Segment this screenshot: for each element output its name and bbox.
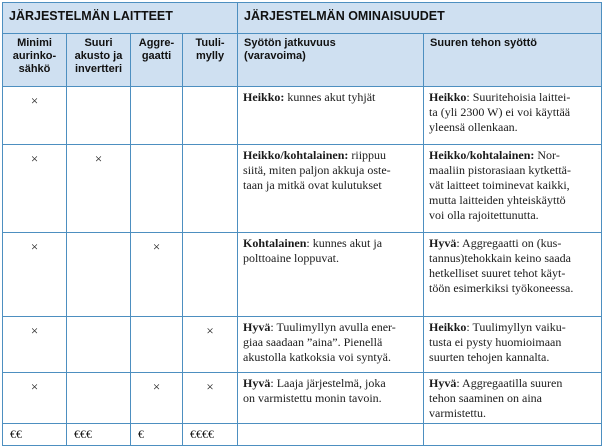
- cross-mark: ×: [30, 151, 39, 166]
- mark-cell-generator: [131, 317, 183, 373]
- cell-text: tannus)tehokkain keino saada: [429, 251, 571, 265]
- cost-cell-wind: €€€€: [183, 424, 238, 446]
- cell-text-line: [243, 90, 418, 105]
- cell-text: Nor-: [534, 148, 560, 162]
- continuity-cell: [238, 373, 424, 424]
- cell-text-line: [429, 376, 596, 391]
- cell-text-line: [243, 236, 418, 251]
- cell-text: varmistettu.: [429, 406, 487, 420]
- col-header-wind: [183, 34, 238, 87]
- cell-text-line: [429, 90, 596, 105]
- cell-text-line: [429, 148, 596, 163]
- mark-cell-wind: [183, 233, 238, 317]
- col-header-line: akusto ja: [74, 50, 123, 62]
- high-power-cell: [424, 87, 602, 145]
- cell-text-line: [429, 251, 596, 266]
- cross-mark: ×: [30, 239, 39, 254]
- col-header-line: (varavoima): [244, 50, 306, 62]
- continuity-cell: [238, 145, 424, 233]
- cell-text-line: [243, 335, 418, 350]
- col-header-line: Suuren tehon syöttö: [430, 37, 537, 49]
- cell-text-line: [429, 105, 596, 120]
- cell-text: vät laitteet toiminevat kaikki,: [429, 178, 570, 192]
- col-header-continuity: [238, 34, 424, 87]
- mark-cell-battery: [67, 317, 131, 373]
- cost-cell-battery: €€€: [67, 424, 131, 446]
- rating-label: Hyvä: [243, 320, 271, 334]
- cell-text-line: [429, 350, 596, 365]
- cell-text-line: [243, 148, 418, 163]
- rating-label: Heikko: [429, 320, 467, 334]
- cell-text: : kunnes akut ja: [306, 236, 383, 250]
- cell-text-line: [429, 266, 596, 281]
- col-header-line: Syötön jatkuvuus: [244, 37, 336, 49]
- cell-text-line: [243, 178, 418, 193]
- cost-cell-high-power: [424, 424, 602, 446]
- continuity-cell: [238, 317, 424, 373]
- high-power-cell: [424, 373, 602, 424]
- cross-mark: ×: [30, 323, 39, 338]
- rating-label: Heikko: [429, 90, 467, 104]
- rating-label: Heikko:: [243, 90, 285, 104]
- cell-text: riippuu: [348, 148, 387, 162]
- cell-text-line: [429, 178, 596, 193]
- mark-cell-battery: [67, 233, 131, 317]
- cell-text: : Laaja järjestelmä, joka: [270, 376, 386, 390]
- mark-cell-solar: [3, 233, 67, 317]
- cell-text: : Tuulimyllyn avulla ener-: [270, 320, 396, 334]
- mark-cell-generator: [131, 373, 183, 424]
- rating-label: Hyvä: [429, 376, 457, 390]
- mark-cell-solar: [3, 317, 67, 373]
- cell-text: : Suuritehoisia laittei-: [466, 90, 571, 104]
- cell-text: voi olla rajoitettunutta.: [429, 208, 539, 222]
- cell-text-line: [429, 335, 596, 350]
- table-row: [3, 233, 602, 317]
- mark-cell-wind: [183, 87, 238, 145]
- cross-mark: ×: [30, 93, 39, 108]
- cell-text-line: [429, 406, 596, 421]
- col-header-solar: [3, 34, 67, 87]
- cell-text-line: [243, 163, 418, 178]
- mark-cell-battery: [67, 373, 131, 424]
- col-header-line: invertteri: [74, 63, 123, 75]
- continuity-cell: [238, 233, 424, 317]
- cost-cell-solar: €€: [3, 424, 67, 446]
- high-power-cell: [424, 233, 602, 317]
- rating-label: Kohtalainen: [243, 236, 307, 250]
- rating-label: Hyvä: [429, 236, 457, 250]
- table-row: [3, 317, 602, 373]
- cell-text: on varmistettu monin tavoin.: [243, 391, 382, 405]
- high-power-cell: [424, 317, 602, 373]
- cell-text: siitä, miten paljon akkuja oste-: [243, 163, 391, 177]
- cell-text: polttoaine loppuvat.: [243, 251, 340, 265]
- table-row: [3, 145, 602, 233]
- cell-text: taan ja mitkä ovat kulutukset: [243, 178, 382, 192]
- cell-text-line: [429, 193, 596, 208]
- col-header-high-power: [424, 34, 602, 87]
- cell-text: ta (yli 2300 W) ei voi käyttää: [429, 105, 571, 119]
- mark-cell-solar: [3, 87, 67, 145]
- col-header-line: Tuuli-: [195, 37, 225, 49]
- cell-text: : Aggregaatti on (kus-: [456, 236, 562, 250]
- mark-cell-generator: [131, 145, 183, 233]
- col-header-line: aurinko-: [12, 50, 57, 62]
- cross-mark: ×: [206, 379, 214, 394]
- col-header-line: Aggre-: [138, 37, 175, 49]
- col-header-line: gaatti: [141, 50, 172, 62]
- cell-text-line: [243, 391, 418, 406]
- col-header-line: mylly: [195, 50, 225, 62]
- properties-header: JÄRJESTELMÄN OMINAISUUDET: [238, 3, 602, 34]
- cost-cell-generator: €: [131, 424, 183, 446]
- rating-label: Hyvä: [243, 376, 271, 390]
- cell-text: suurten tehojen kannalta.: [429, 350, 550, 364]
- cell-text: tehon saaminen on aina: [429, 391, 542, 405]
- cross-mark: ×: [152, 239, 161, 254]
- table-row: [3, 373, 602, 424]
- cost-cell-continuity: [238, 424, 424, 446]
- cross-mark: ×: [206, 323, 214, 338]
- cell-text-line: [429, 281, 596, 296]
- continuity-cell: [238, 87, 424, 145]
- high-power-cell: [424, 145, 602, 233]
- cell-text-line: [243, 251, 418, 266]
- cross-mark: ×: [30, 379, 39, 394]
- mark-cell-wind: [183, 373, 238, 424]
- cross-mark: ×: [94, 151, 103, 166]
- cell-text-line: [243, 320, 418, 335]
- cell-text-line: [429, 163, 596, 178]
- cell-text: maaliin pistorasiaan kytkettä-: [429, 163, 571, 177]
- mark-cell-wind: [183, 317, 238, 373]
- cell-text: töön esimerkiksi työkoneessa.: [429, 281, 574, 295]
- col-header-line: sähkö: [18, 63, 51, 75]
- cell-text-line: [429, 391, 596, 406]
- cell-text-line: [429, 236, 596, 251]
- cell-text: giaa saadaan ”aina”. Pienellä: [243, 335, 383, 349]
- cell-text: akustolla katkoksia voi syntyä.: [243, 350, 392, 364]
- col-header-generator: [131, 34, 183, 87]
- cell-text: hetkelliset suuret tehot käyt-: [429, 266, 566, 280]
- cell-text: tusta ei pysty huomioimaan: [429, 335, 562, 349]
- mark-cell-wind: [183, 145, 238, 233]
- mark-cell-generator: [131, 233, 183, 317]
- system-comparison-table: [2, 2, 602, 446]
- table-row: [3, 87, 602, 145]
- cross-mark: ×: [152, 379, 161, 394]
- cell-text: kunnes akut tyhjät: [284, 90, 376, 104]
- mark-cell-battery: [67, 87, 131, 145]
- cell-text-line: [429, 320, 596, 335]
- mark-cell-solar: [3, 145, 67, 233]
- mark-cell-generator: [131, 87, 183, 145]
- cell-text: yleensä ollenkaan.: [429, 120, 518, 134]
- mark-cell-battery: [67, 145, 131, 233]
- cell-text: mutta laitteiden yhteiskäyttö: [429, 193, 566, 207]
- devices-header: JÄRJESTELMÄN LAITTEET: [3, 3, 238, 34]
- col-header-battery: [67, 34, 131, 87]
- rating-label: Heikko/kohtalainen:: [243, 148, 349, 162]
- mark-cell-solar: [3, 373, 67, 424]
- cell-text-line: [243, 376, 418, 391]
- cell-text-line: [243, 350, 418, 365]
- cell-text: : Aggregaatilla suuren: [456, 376, 563, 390]
- col-header-line: Minimi: [17, 37, 52, 49]
- cell-text-line: [429, 208, 596, 223]
- cell-text-line: [429, 120, 596, 135]
- cost-row: [3, 424, 602, 446]
- cell-text: : Tuulimyllyn vaiku-: [466, 320, 566, 334]
- col-header-line: Suuri: [84, 37, 113, 49]
- rating-label: Heikko/kohtalainen:: [429, 148, 535, 162]
